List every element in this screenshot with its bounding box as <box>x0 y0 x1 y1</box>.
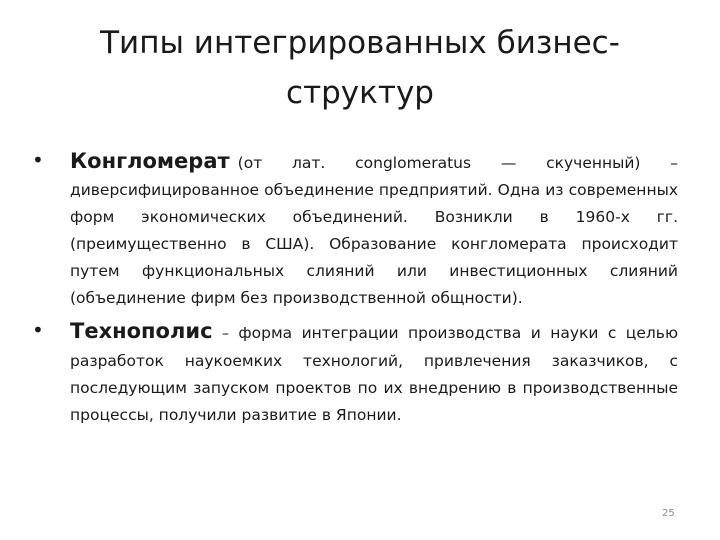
bullet-list <box>28 148 678 429</box>
definition-conglomerate: (от лат. conglomeratus — скученный) – диверсифицированное объединение предприятий. Одна из современных форм экономических объединений. Возникли в 1960-х гг. (преимущественно в США). Образование конгломерата происходит путем функциональных слияний или инвестиционных слияний (объединение фирм без производственной общности). <box>70 154 678 307</box>
term-conglomerate: Конгломерат <box>70 149 230 173</box>
bullet-dot-icon: • <box>32 318 44 342</box>
term-technopolis: Технополис <box>70 319 213 343</box>
title-line-1: Типы интегрированных бизнес- <box>100 25 620 61</box>
bullet-technopolis <box>28 318 678 429</box>
bullet-conglomerate <box>28 148 678 312</box>
title-line-2: структур <box>286 75 434 111</box>
term-dash: – <box>221 326 229 342</box>
slide-title <box>40 18 680 118</box>
bullet-dot-icon: • <box>32 148 44 172</box>
definition-technopolis: форма интеграции производства и науки с целью разработок наукоемких технологий, привлечения заказчиков, с последующим запуском проектов по их внедрению в производственные процессы, получили развитие в Японии. <box>70 324 678 424</box>
page-number: 25 <box>662 508 675 519</box>
